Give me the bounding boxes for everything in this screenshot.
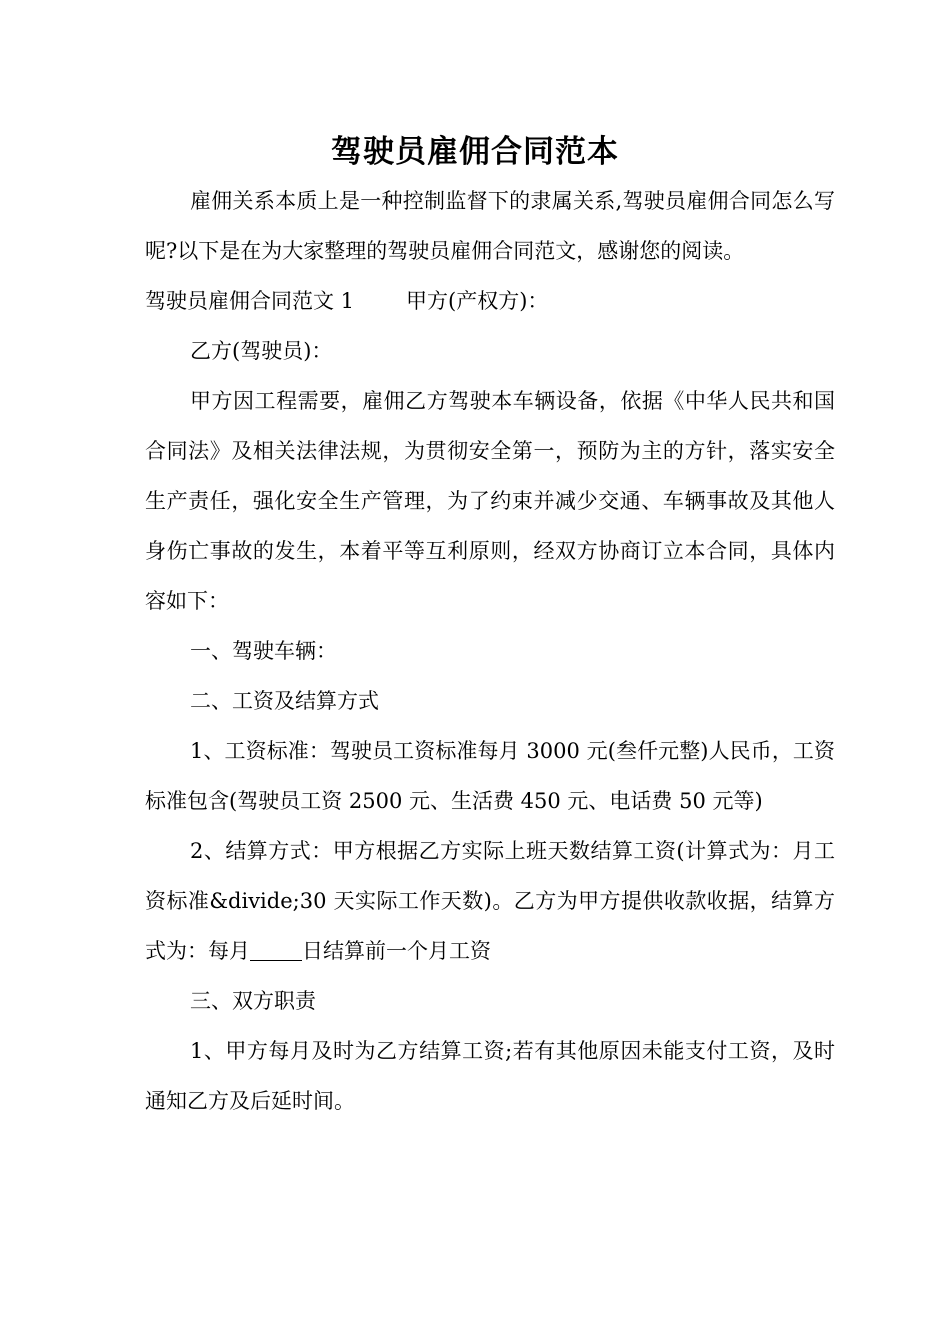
intro-paragraph: 雇佣关系本质上是一种控制监督下的隶属关系,驾驶员雇佣合同怎么写呢?以下是在为大家整理的驾驶员雇佣合同范文，感谢您的阅读。	[145, 189, 835, 263]
party-b-label: 乙方(驾驶员)：	[190, 339, 333, 363]
sample-heading-line	[145, 276, 835, 326]
party-a-label: 甲方(产权方)：	[406, 289, 549, 313]
section-heading-vehicle: 一、驾驶车辆：	[190, 639, 337, 663]
date-blank	[250, 939, 302, 961]
section-heading-duties: 三、双方职责	[190, 989, 316, 1013]
settlement-method-paragraph: 2、结算方式：甲方根据乙方实际上班天数结算工资(计算式为：月工资标准&divide;30 天实际工作天数)。乙方为甲方提供收款收据，结算方式为：每月 日结算前一个月工资	[145, 839, 835, 963]
party-a-duty-paragraph: 1、甲方每月及时为乙方结算工资;若有其他原因未能支付工资，及时通知乙方及后延时间。	[145, 1039, 835, 1113]
document-title: 驾驶员雇佣合同范本	[331, 134, 619, 170]
preamble-paragraph: 甲方因工程需要，雇佣乙方驾驶本车辆设备，依据《中华人民共和国合同法》及相关法律法规，为贯彻安全第一，预防为主的方针，落实安全生产责任，强化安全生产管理，为了约束并减少交通、车辆事故及其他人身伤亡事故的发生，本着平等互利原则，经双方协商订立本合同，具体内容如下：	[145, 389, 835, 613]
section-heading-wages: 二、工资及结算方式	[190, 689, 379, 713]
document-body	[145, 176, 835, 1126]
sample-heading: 驾驶员雇佣合同范文 1	[145, 289, 355, 313]
wage-standard-paragraph: 1、工资标准：驾驶员工资标准每月 3000 元(叁仟元整)人民币，工资标准包含(驾驶员工资 2500 元、生活费 450 元、电话费 50 元等)	[145, 739, 835, 813]
